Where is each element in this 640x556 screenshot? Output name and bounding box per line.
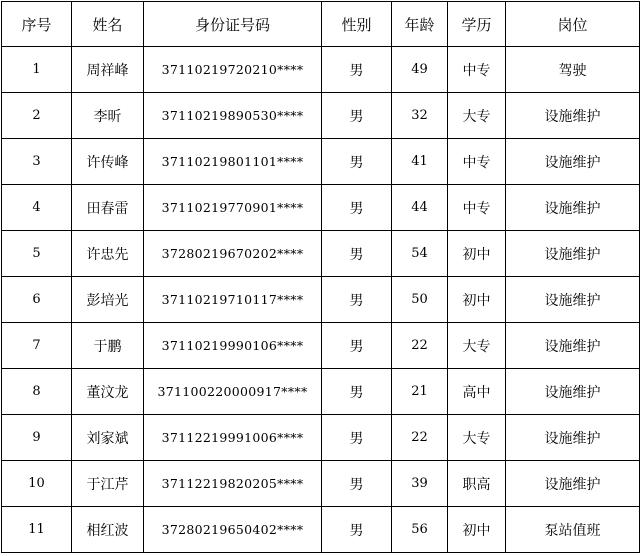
table-row: [2, 415, 640, 461]
cell-gender: 男: [322, 231, 392, 277]
cell-no: 2: [2, 93, 72, 139]
cell-age: 22: [392, 415, 448, 461]
cell-gender: 男: [322, 323, 392, 369]
cell-post: 设施维护: [506, 461, 640, 507]
cell-edu: 职高: [448, 461, 506, 507]
cell-age: 22: [392, 323, 448, 369]
header-cell-name: 姓名: [72, 2, 144, 47]
cell-name: 李昕: [72, 93, 144, 139]
cell-edu: 大专: [448, 323, 506, 369]
cell-id: 37112219991006****: [144, 415, 322, 461]
cell-edu: 初中: [448, 231, 506, 277]
cell-name: 田春雷: [72, 185, 144, 231]
table-row: [2, 277, 640, 323]
cell-post: 设施维护: [506, 323, 640, 369]
cell-no: 4: [2, 185, 72, 231]
cell-gender: 男: [322, 369, 392, 415]
cell-edu: 中专: [448, 47, 506, 93]
cell-post: 设施维护: [506, 185, 640, 231]
header-cell-no: 序号: [2, 2, 72, 47]
cell-id: 37110219720210****: [144, 47, 322, 93]
cell-name: 彭培光: [72, 277, 144, 323]
cell-post: 驾驶: [506, 47, 640, 93]
cell-id: 37110219710117****: [144, 277, 322, 323]
cell-gender: 男: [322, 185, 392, 231]
header-cell-post: 岗位: [506, 2, 640, 47]
cell-name: 于江芹: [72, 461, 144, 507]
cell-gender: 男: [322, 139, 392, 185]
table-row: [2, 231, 640, 277]
cell-no: 3: [2, 139, 72, 185]
cell-id: 371100220000917****: [144, 369, 322, 415]
cell-edu: 高中: [448, 369, 506, 415]
table-row: [2, 93, 640, 139]
cell-post: 设施维护: [506, 415, 640, 461]
cell-age: 54: [392, 231, 448, 277]
cell-age: 41: [392, 139, 448, 185]
header-cell-edu: 学历: [448, 2, 506, 47]
cell-no: 7: [2, 323, 72, 369]
cell-no: 11: [2, 507, 72, 553]
cell-post: 设施维护: [506, 139, 640, 185]
cell-post: 设施维护: [506, 93, 640, 139]
cell-id: 37112219820205****: [144, 461, 322, 507]
cell-age: 32: [392, 93, 448, 139]
cell-id: 37110219801101****: [144, 139, 322, 185]
cell-gender: 男: [322, 415, 392, 461]
cell-no: 9: [2, 415, 72, 461]
header-cell-age: 年龄: [392, 2, 448, 47]
cell-post: 设施维护: [506, 231, 640, 277]
cell-id: 37280219650402****: [144, 507, 322, 553]
cell-no: 1: [2, 47, 72, 93]
cell-no: 6: [2, 277, 72, 323]
cell-edu: 中专: [448, 139, 506, 185]
table-row: [2, 507, 640, 553]
cell-name: 于鹏: [72, 323, 144, 369]
cell-age: 44: [392, 185, 448, 231]
cell-name: 许忠先: [72, 231, 144, 277]
header-row: [2, 2, 640, 47]
cell-no: 5: [2, 231, 72, 277]
cell-age: 50: [392, 277, 448, 323]
cell-edu: 大专: [448, 93, 506, 139]
cell-gender: 男: [322, 93, 392, 139]
table-row: [2, 461, 640, 507]
cell-edu: 中专: [448, 185, 506, 231]
cell-gender: 男: [322, 461, 392, 507]
cell-no: 8: [2, 369, 72, 415]
cell-name: 刘家斌: [72, 415, 144, 461]
cell-edu: 初中: [448, 507, 506, 553]
cell-no: 10: [2, 461, 72, 507]
header-cell-gender: 性别: [322, 2, 392, 47]
cell-age: 39: [392, 461, 448, 507]
table-row: [2, 47, 640, 93]
table-row: [2, 323, 640, 369]
cell-gender: 男: [322, 47, 392, 93]
cell-name: 许传峰: [72, 139, 144, 185]
cell-gender: 男: [322, 507, 392, 553]
cell-gender: 男: [322, 277, 392, 323]
cell-age: 56: [392, 507, 448, 553]
cell-post: 泵站值班: [506, 507, 640, 553]
staff-table: [1, 1, 640, 553]
cell-id: 37280219670202****: [144, 231, 322, 277]
cell-post: 设施维护: [506, 369, 640, 415]
table-row: [2, 139, 640, 185]
cell-name: 董汶龙: [72, 369, 144, 415]
table-row: [2, 369, 640, 415]
cell-id: 37110219890530****: [144, 93, 322, 139]
cell-id: 37110219770901****: [144, 185, 322, 231]
cell-post: 设施维护: [506, 277, 640, 323]
cell-edu: 初中: [448, 277, 506, 323]
cell-age: 49: [392, 47, 448, 93]
table-row: [2, 185, 640, 231]
cell-name: 周祥峰: [72, 47, 144, 93]
cell-id: 37110219990106****: [144, 323, 322, 369]
cell-edu: 大专: [448, 415, 506, 461]
header-cell-id: 身份证号码: [144, 2, 322, 47]
cell-name: 相红波: [72, 507, 144, 553]
cell-age: 21: [392, 369, 448, 415]
